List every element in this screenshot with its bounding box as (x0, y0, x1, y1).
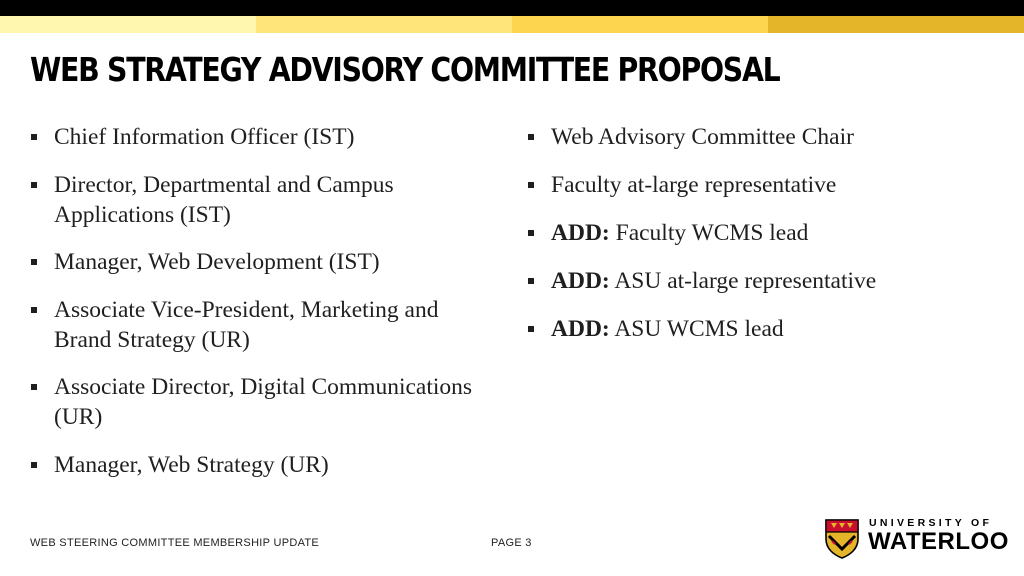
list-item (30, 122, 480, 152)
gold-segment-3 (512, 16, 768, 33)
list-item (527, 218, 997, 248)
logo-waterloo: WATERLOO (868, 528, 1009, 555)
list-item-text: Chief Information Officer (IST) (54, 124, 355, 150)
gold-segment-1 (0, 16, 256, 33)
bullet-icon (31, 134, 37, 140)
bullet-icon (31, 259, 37, 265)
list-item-text: Associate Director, Digital Communications (UR) (54, 374, 473, 430)
list-item-text: Web Advisory Committee Chair (551, 124, 854, 150)
top-black-bar (0, 0, 1024, 16)
list-item (30, 295, 480, 355)
add-prefix: ADD: (551, 220, 610, 246)
list-item (527, 170, 997, 200)
list-item-text: Faculty WCMS lead (609, 220, 809, 246)
list-item (30, 372, 480, 432)
list-item-text: Manager, Web Development (IST) (54, 249, 380, 275)
bullet-icon (528, 182, 534, 188)
gold-segment-4 (768, 16, 1024, 33)
list-item-text: Director, Departmental and Campus Applications (IST) (54, 171, 394, 228)
bullet-icon (31, 307, 37, 313)
bullet-icon (528, 134, 534, 140)
bullet-icon (31, 384, 37, 390)
list-item-text: Manager, Web Strategy (UR) (54, 451, 329, 478)
footer-page-number: PAGE 3 (491, 537, 532, 549)
slide-title: WEB STRATEGY ADVISORY COMMITTEE PROPOSAL (30, 50, 780, 89)
top-gold-bar (0, 16, 1024, 33)
list-item-text: ASU at-large representative (609, 268, 877, 294)
list-item (30, 247, 480, 277)
university-crest-icon (824, 519, 860, 559)
logo-university-of: UNIVERSITY OF (869, 517, 993, 529)
bullet-icon (528, 278, 534, 284)
list-item-text: Associate Vice-President, Marketing and Brand Strategy (UR) (54, 296, 439, 353)
bullet-icon (31, 462, 37, 468)
list-item (527, 266, 997, 296)
bullet-icon (528, 230, 534, 236)
list-item (30, 170, 480, 230)
bullet-icon (528, 326, 534, 332)
list-item-text: ASU WCMS lead (609, 316, 784, 342)
right-bullet-list (527, 122, 997, 362)
list-item-text: Faculty at-large representative (551, 172, 837, 198)
footer-presentation-title: WEB STEERING COMMITTEE MEMBERSHIP UPDATE (30, 537, 320, 549)
gold-segment-2 (256, 16, 512, 33)
list-item (30, 450, 480, 480)
bullet-icon (31, 182, 37, 188)
left-bullet-list (30, 122, 480, 497)
list-item (527, 314, 997, 344)
add-prefix: ADD: (551, 316, 610, 342)
list-item (527, 122, 997, 152)
university-logo (824, 517, 1009, 561)
add-prefix: ADD: (551, 268, 610, 294)
